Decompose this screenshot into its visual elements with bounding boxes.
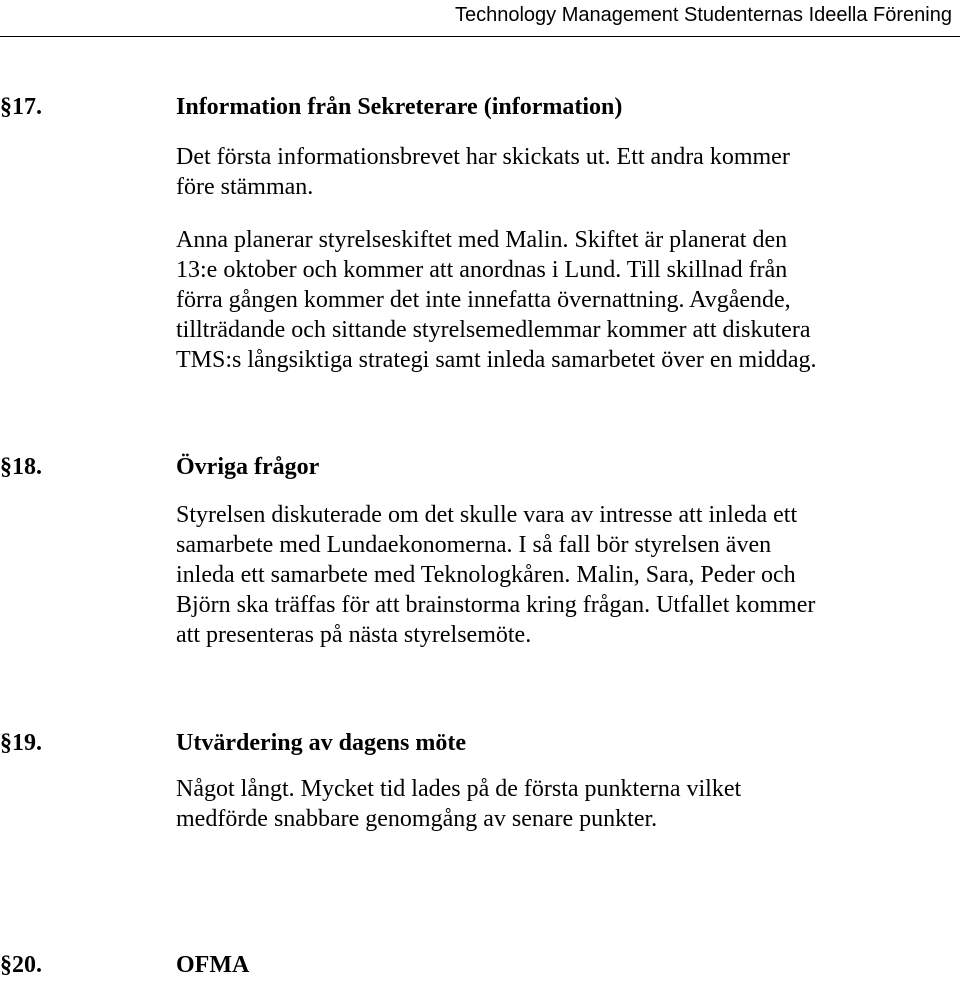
section-number: §18. <box>0 454 42 480</box>
section-title: Utvärdering av dagens möte <box>176 730 466 756</box>
section-title: OFMA <box>176 952 250 978</box>
section-title: Övriga frågor <box>176 454 320 480</box>
header-rule <box>0 36 960 37</box>
page-header: Technology Management Studenternas Ideella Förening <box>455 4 952 26</box>
section-number: §20. <box>0 952 42 978</box>
section-title: Information från Sekreterare (information) <box>176 94 623 120</box>
section-paragraph: Något långt. Mycket tid lades på de första punkterna vilket medförde snabbare genomgång av senare punkter. <box>176 776 742 832</box>
section-paragraph: Anna planerar styrelseskiftet med Malin. Skiftet är planerat den 13:e oktober och kommer att anordnas i Lund. Till skillnad från förra gången kommer det inte innefatta övernattning. Avgående, tillträdande och sittande styrelsemedlemmar kommer att diskutera TMS:s långsiktiga strategi samt inleda samarbetet över en middag. <box>176 227 817 373</box>
section-paragraph: Det första informationsbrevet har skickats ut. Ett andra kommer före stämman. <box>176 144 790 200</box>
section-number: §17. <box>0 94 42 120</box>
section-paragraph: Styrelsen diskuterade om det skulle vara av intresse att inleda ett samarbete med Lundaekonomerna. I så fall bör styrelsen även inleda ett samarbete med Teknologkåren. Malin, Sara, Peder och Björn ska träffas för att brainstorma kring frågan. Utfallet kommer att presenteras på nästa styrelsemöte. <box>176 502 816 648</box>
section-number: §19. <box>0 730 42 756</box>
